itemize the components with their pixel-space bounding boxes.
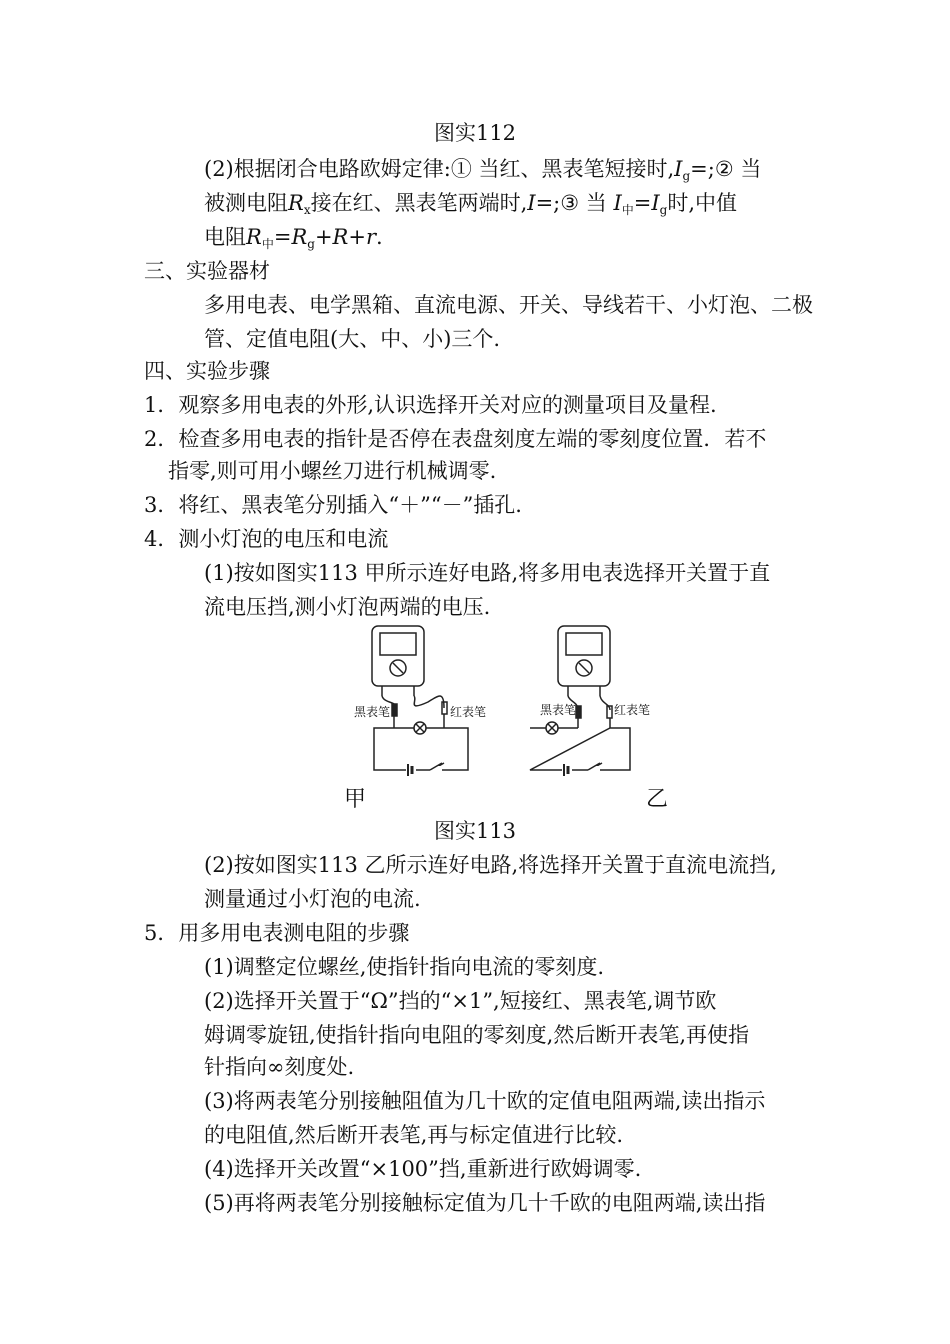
step-2-line-2: 指零,则可用小螺丝刀进行机械调零. <box>168 459 497 483</box>
multimeter-a-display <box>380 633 416 655</box>
formula-line-3: 电阻$R_中=R_g+R+r$. <box>204 225 383 251</box>
figure-label-b: 乙 <box>646 787 669 812</box>
step-1: 1．观察多用电表的外形,认识选择开关对应的测量项目及量程. <box>144 393 717 417</box>
step-5-1: (1)调整定位螺丝,使指针指向电流的零刻度. <box>204 955 605 979</box>
multimeter-b-display <box>566 633 602 655</box>
materials-line-2: 管、定值电阻(大、中、小)三个. <box>204 327 501 351</box>
figure-113-circuits <box>340 620 670 780</box>
step-5-3-line-1: (3)将两表笔分别接触阻值为几十欧的定值电阻两端,读出指示 <box>204 1089 766 1113</box>
step-2-line-1: 2．检查多用电表的指针是否停在表盘刻度左端的零刻度位置．若不 <box>144 427 767 451</box>
black-probe-b <box>576 706 581 718</box>
step-5-5: (5)再将两表笔分别接触标定值为几十千欧的电阻两端,读出指 <box>204 1191 766 1215</box>
materials-line-1: 多用电表、电学黑箱、直流电源、开关、导线若干、小灯泡、二极 <box>204 293 813 317</box>
step-5-3-line-2: 的电阻值,然后断开表笔,再与标定值进行比较. <box>204 1123 624 1147</box>
step-5-2-line-1: (2)选择开关置于“Ω”挡的“×1”,短接红、黑表笔,调节欧 <box>204 989 717 1013</box>
step-4-1-line-1: (1)按如图实113 甲所示连好电路,将多用电表选择开关置于直 <box>204 561 771 585</box>
step-4-2-line-2: 测量通过小灯泡的电流. <box>204 887 421 911</box>
black-probe-label-b: 黑表笔 <box>540 703 577 717</box>
black-probe-label-a: 黑表笔 <box>354 705 391 719</box>
step-4: 4．测小灯泡的电压和电流 <box>144 527 389 551</box>
red-probe-label-b: 红表笔 <box>614 703 651 717</box>
figure-caption-113: 图实113 <box>433 819 517 843</box>
step-5-2-line-2: 姆调零旋钮,使指针指向电阻的零刻度,然后断开表笔,再使指 <box>204 1023 750 1047</box>
red-probe-label-a: 红表笔 <box>450 705 487 719</box>
formula-line-2: 被测电阻$R_x$接在红、黑表笔两端时,I=;③ 当 $I_中=I_g$时,中值 <box>204 191 738 217</box>
section-heading-materials: 三、实验器材 <box>144 259 270 283</box>
step-5-2-line-3: 针指向∞刻度处. <box>204 1055 355 1079</box>
step-5-4: (4)选择开关改置“×100”挡,重新进行欧姆调零. <box>204 1157 642 1181</box>
black-probe-a <box>392 704 397 716</box>
step-5: 5．用多用电表测电阻的步骤 <box>144 921 410 945</box>
figure-caption-112: 图实112 <box>433 121 517 145</box>
figure-label-a: 甲 <box>344 787 367 812</box>
step-4-1-line-2: 流电压挡,测小灯泡两端的电压. <box>204 595 491 619</box>
step-4-2-line-1: (2)按如图实113 乙所示连好电路,将选择开关置于直流电流挡, <box>204 853 777 877</box>
section-heading-steps: 四、实验步骤 <box>144 359 270 383</box>
step-3: 3．将红、黑表笔分别插入“＋”“－”插孔. <box>144 493 522 517</box>
formula-line-1: (2)根据闭合电路欧姆定律:① 当红、黑表笔短接时$,I_g=;②$ 当 <box>204 157 762 183</box>
